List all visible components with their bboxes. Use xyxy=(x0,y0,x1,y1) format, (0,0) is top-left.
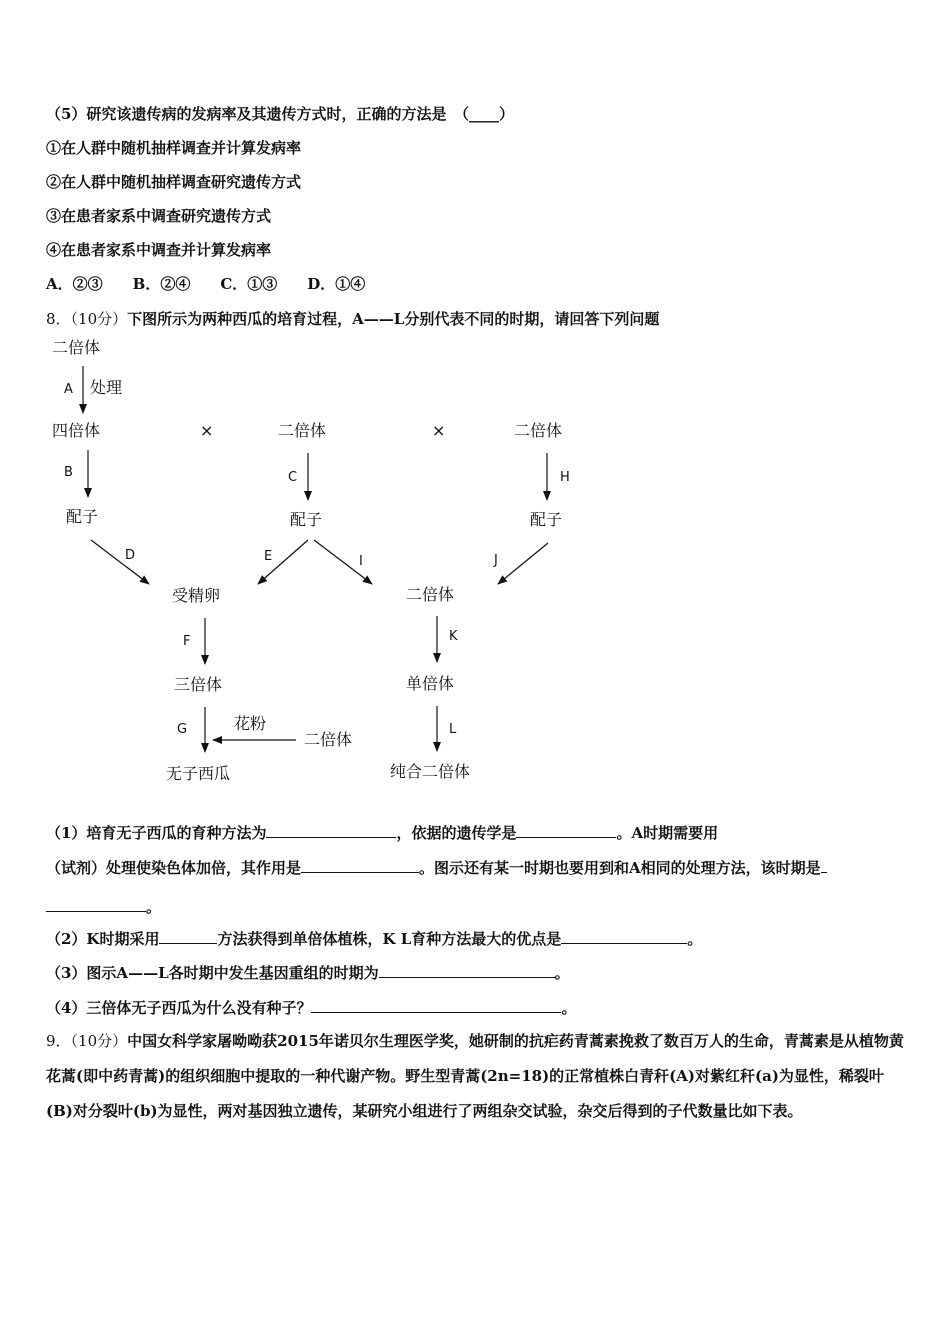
label-I: I xyxy=(359,554,363,569)
q5-choices: A．②③ B．②④ C．①③ D．①④ xyxy=(46,275,366,293)
label-D: D xyxy=(125,548,136,563)
node-diploid-top: 二倍体 xyxy=(52,338,101,357)
q8-sub2 xyxy=(46,922,904,957)
node-zygote: 受精卵 xyxy=(172,586,221,605)
q8-sub1-text-c: 。A时期需要用 xyxy=(616,824,719,842)
q8-sub3-text-a: （3）图示A——L各时期中发生基因重组的时期为 xyxy=(46,964,379,982)
label-G: G xyxy=(177,722,188,737)
node-diploid-right: 二倍体 xyxy=(514,421,563,440)
q8-sub4-text-a: （4）三倍体无子西瓜为什么没有种子？ xyxy=(46,999,312,1017)
q8-sub1-text-d: （试剂）处理使染色体加倍，其作用是 xyxy=(46,859,302,877)
q8-sub4 xyxy=(46,991,904,1026)
label-L: L xyxy=(449,722,457,737)
cross-symbol-2: × xyxy=(432,421,446,440)
label-C: C xyxy=(288,470,298,485)
q9-number: 9．（10分） xyxy=(46,1032,128,1050)
q8-sub2-text-c: 。 xyxy=(687,930,703,948)
label-K: K xyxy=(449,629,458,644)
node-diploid-pollen: 二倍体 xyxy=(304,730,353,749)
node-diploid-lower: 二倍体 xyxy=(406,585,455,604)
label-H: H xyxy=(560,470,570,485)
answer-blank-principle[interactable] xyxy=(516,822,616,838)
q9-text: 中国女科学家屠呦呦获2015年诺贝尔生理医学奖，她研制的抗疟药青蒿素挽救了数百万人的生命，青蒿素是从植物黄花蒿(即中药青蒿)的组织细胞中提取的一种代谢产物。野生型青蒿(2n=18)的正常植株白青秆(A)对紫红秆(a)为显性，稀裂叶(B)对分裂叶(b)为显性，两对基因独立遗传，某研究小组进行了两组杂交试验，杂交后得到的子代数量比如下表。 xyxy=(46,1032,904,1120)
label-F: F xyxy=(183,634,191,649)
q5-option-4: ④在患者家系中调查并计算发病率 xyxy=(46,241,272,259)
node-gamete-right: 配子 xyxy=(530,510,563,529)
node-diploid-middle: 二倍体 xyxy=(278,421,327,440)
q8-sub4-text-b: 。 xyxy=(561,999,577,1017)
cross-symbol-1: × xyxy=(200,421,214,440)
q8-sub1-text-e: 。图示还有某一时期也要用到和A相同的处理方法，该时期是 xyxy=(419,859,821,877)
node-haploid: 单倍体 xyxy=(406,674,455,693)
q8-sub1-text-f: 。 xyxy=(146,898,162,916)
label-B: B xyxy=(64,465,73,480)
node-triploid: 三倍体 xyxy=(174,675,223,694)
q8-sub2-text-b: 方法获得到单倍体植株，K L育种方法最大的优点是 xyxy=(217,930,562,948)
node-seedless-watermelon: 无子西瓜 xyxy=(166,764,231,783)
arrow-D xyxy=(91,540,149,584)
q8-sub1-text-b: ，依据的遗传学是 xyxy=(396,824,517,842)
node-tetraploid: 四倍体 xyxy=(52,421,101,440)
arrow-J xyxy=(498,543,548,584)
q5-stem: （5）研究该遗传病的发病率及其遗传方式时，正确的方法是 （____） xyxy=(46,105,514,123)
q5-option-3: ③在患者家系中调查研究遗传方式 xyxy=(46,207,272,225)
answer-blank-stage-start[interactable] xyxy=(821,857,827,873)
label-E: E xyxy=(264,549,273,564)
answer-blank-advantage[interactable] xyxy=(561,928,687,944)
q8-sub1-text-a: （1）培育无子西瓜的育种方法为 xyxy=(46,824,267,842)
q5-option-2: ②在人群中随机抽样调查研究遗传方式 xyxy=(46,173,302,191)
q8-sub3-text-b: 。 xyxy=(554,964,570,982)
q8-sub1-line2 xyxy=(46,851,904,886)
node-pure-diploid: 纯合二倍体 xyxy=(390,762,471,781)
q9-paragraph xyxy=(46,1024,904,1129)
answer-blank-function[interactable] xyxy=(301,857,419,873)
q8-sub1 xyxy=(46,816,904,851)
answer-blank-K-method[interactable] xyxy=(159,928,217,944)
node-gamete-middle: 配子 xyxy=(290,510,323,529)
label-pollen: 花粉 xyxy=(234,714,267,733)
q8-sub1-line3 xyxy=(46,890,904,925)
q5-option-1: ①在人群中随机抽样调查并计算发病率 xyxy=(46,139,302,157)
node-gamete-left: 配子 xyxy=(66,507,99,526)
q8-stem: 下图所示为两种西瓜的培育过程，A——L分别代表不同的时期，请回答下列问题 xyxy=(127,310,660,328)
answer-blank-stage[interactable] xyxy=(46,896,146,912)
answer-blank-method[interactable] xyxy=(266,822,396,838)
label-treat: 处理 xyxy=(90,378,123,397)
answer-blank-recombination[interactable] xyxy=(379,962,555,978)
answer-blank-no-seeds[interactable] xyxy=(311,997,561,1013)
q8-sub3 xyxy=(46,956,904,991)
q8-number: 8．（10分） xyxy=(46,310,128,328)
q8-sub2-text-a: （2）K时期采用 xyxy=(46,930,160,948)
label-J: J xyxy=(494,553,498,568)
arrow-I xyxy=(314,540,372,584)
label-A: A xyxy=(64,382,73,397)
